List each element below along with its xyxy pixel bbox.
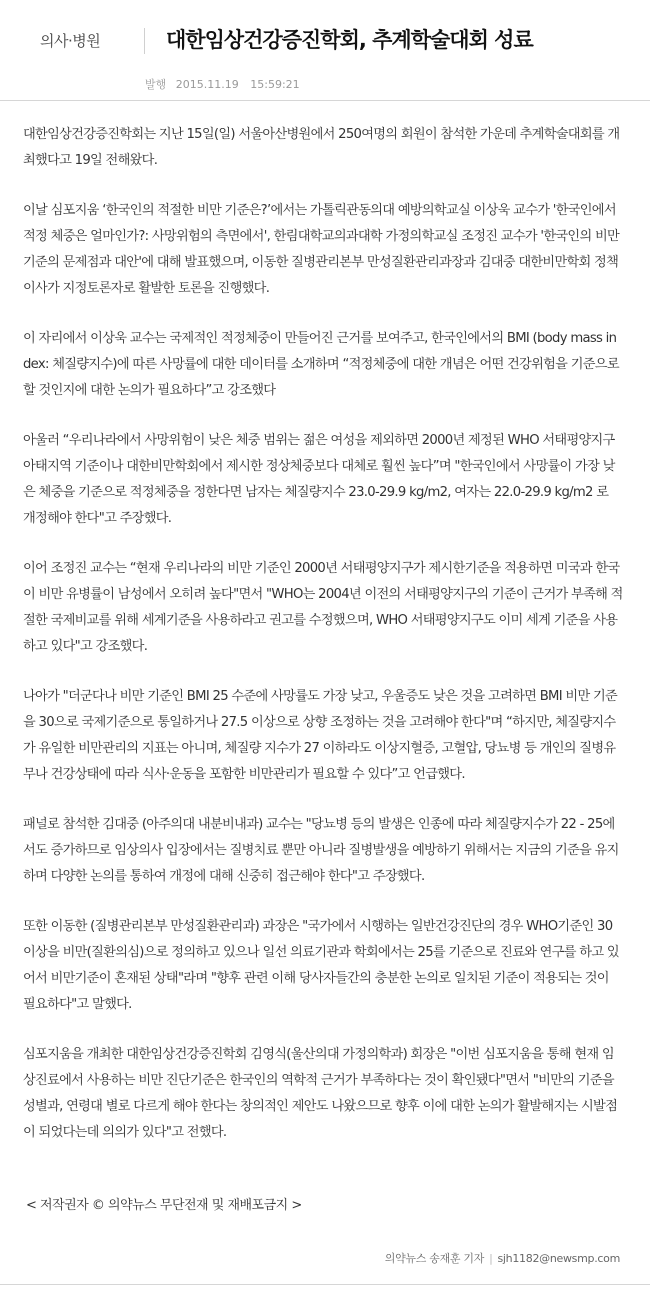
header-divider <box>144 28 145 54</box>
paragraph: 패널로 참석한 김대중 (아주의대 내분비내과) 교수는 "당뇨병 등의 발생은 인종에 따라 체질량지수가 22 - 25에서도 증가하므로 임상의사 입장에서는 질병치료 뿐만 아니라 질병발생을 예방하기 위해서는 지금의 기준을 유지하며 다양한 논의를 통하여 개정에 대해 신중히 접근해야 한다"고 주장했다. <box>23 817 619 884</box>
paragraph: 이어 조정진 교수는 “현재 우리나라의 비만 기준인 2000년 서태평양지구가 제시한기준을 적용하면 미국과 한국이 비만 유병률이 남성에서 오히려 높다"면서 "WHO는 2004년 이전의 서태평양지구의 기준이 근거가 부족해 적절한 국제비교를 위해 세계기준을 사용하라고 권고를 수정했으며, WHO 서태평양지구도 이미 세계 기준을 사용하고 있다"고 강조했다. <box>23 561 623 654</box>
paragraph: 이 자리에서 이상욱 교수는 국제적인 적정체중이 만들어진 근거를 보여주고, 한국인에서의 BMI (body mass index: 체질량지수)에 따른 사망률에 대한 데이터를 소개하며 “적정체중에 대한 개념은 어떤 건강위험을 기준으로 할 것인지에 대한 논의가 필요하다”고 강조했다 <box>23 331 619 398</box>
article-header <box>0 0 650 70</box>
article-body <box>23 122 623 1170</box>
article-title: 대한임상건강증진학회, 추계학술대회 성료 <box>166 28 533 52</box>
paragraph: 아울러 “우리나라에서 사망위험이 낮은 체중 범위는 젊은 여성을 제외하면 2000년 제정된 WHO 서태평양지구 아태지역 기준이나 대한비만학회에서 제시한 정상체중보다 대체로 훨씬 높다”며 "한국인에서 사망률이 가장 낮은 체중을 기준으로 적정체중을 정한다면 남자는 체질량지수 23.0-29.9 kg/m2, 여자는 22.0-29.9 kg/m2 로 개정해야 한다"고 주장했다. <box>23 433 615 526</box>
publish-time: 15:59:21 <box>250 78 300 91</box>
paragraph: 나아가 "더군다나 비만 기준인 BMI 25 수준에 사망률도 가장 낮고, 우울증도 낮은 것을 고려하면 BMI 비만 기준을 30으로 국제기준으로 통일하거나 27.5 이상으로 상향 조정하는 것을 고려해야 한다"며 “하지만, 체질량지수가 유일한 비만관리의 지표는 아니며, 체질량 지수가 27 이하라도 이상지혈증, 고혈압, 당뇨병 등 개인의 질병유무나 건강상태에 따라 식사·운동을 포함한 비만관리가 필요할 수 있다”고 언급했다. <box>23 689 618 782</box>
byline <box>385 1250 620 1266</box>
bottom-divider <box>0 1284 650 1285</box>
paragraph: 또한 이동한 (질병관리본부 만성질환관리과) 과장은 "국가에서 시행하는 일반건강진단의 경우 WHO기준인 30 이상을 비만(질환의심)으로 정의하고 있으나 일선 의료기관과 학회에서는 25를 기준으로 진료와 연구를 하고 있어서 비만기준이 혼재된 상태"라며 "향후 관련 이해 당사자들간의 충분한 논의로 일치된 기준이 적용되는 것이 필요하다"고 말했다. <box>23 919 619 1012</box>
paragraph: 이날 심포지움 ‘한국인의 적절한 비만 기준은?’에서는 가톨릭관동의대 예방의학교실 이상욱 교수가 '한국인에서 적정 체중은 얼마인가?: 사망위험의 측면에서', 한림대학교의과대학 가정의학교실 조정진 교수가 '한국인의 비만기준의 문제점과 대안'에 대해 발표했으며, 이동한 질병관리본부 만성질환관리과장과 김대중 대한비만학회 정책이사가 지정토론자로 활발한 토론을 진행했다. <box>23 203 620 296</box>
publish-date: 2015.11.19 <box>175 78 239 91</box>
publish-meta <box>145 76 300 92</box>
copyright-notice: < 저작권자 © 의약뉴스 무단전재 및 재배포금지 > <box>26 1198 302 1213</box>
reporter-name: 의약뉴스 송재훈 기자 <box>384 1252 485 1265</box>
publish-label: 발행 <box>145 78 167 91</box>
reporter-email[interactable]: sjh1182@newsmp.com <box>497 1252 620 1265</box>
top-divider <box>0 100 650 101</box>
paragraph: 대한임상건강증진학회는 지난 15일(일) 서울아산병원에서 250여명의 회원이 참석한 가운데 추계학술대회를 개최했다고 19일 전해왔다. <box>23 127 620 168</box>
byline-separator: | <box>489 1252 493 1265</box>
section-label[interactable]: 의사·병원 <box>40 32 101 50</box>
paragraph: 심포지움을 개최한 대한임상건강증진학회 김영식(울산의대 가정의학과) 회장은 "이번 심포지움을 통해 현재 임상진료에서 사용하는 비만 진단기준은 한국인의 역학적 근거가 부족하다는 것이 확인됐다"면서 "비만의 기준을 성별과, 연령대 별로 다르게 해야 한다는 창의적인 제안도 나왔으므로 향후 이에 대한 논의가 활발해지는 시발점이 되었다는데 의의가 있다"고 전했다. <box>23 1047 618 1140</box>
